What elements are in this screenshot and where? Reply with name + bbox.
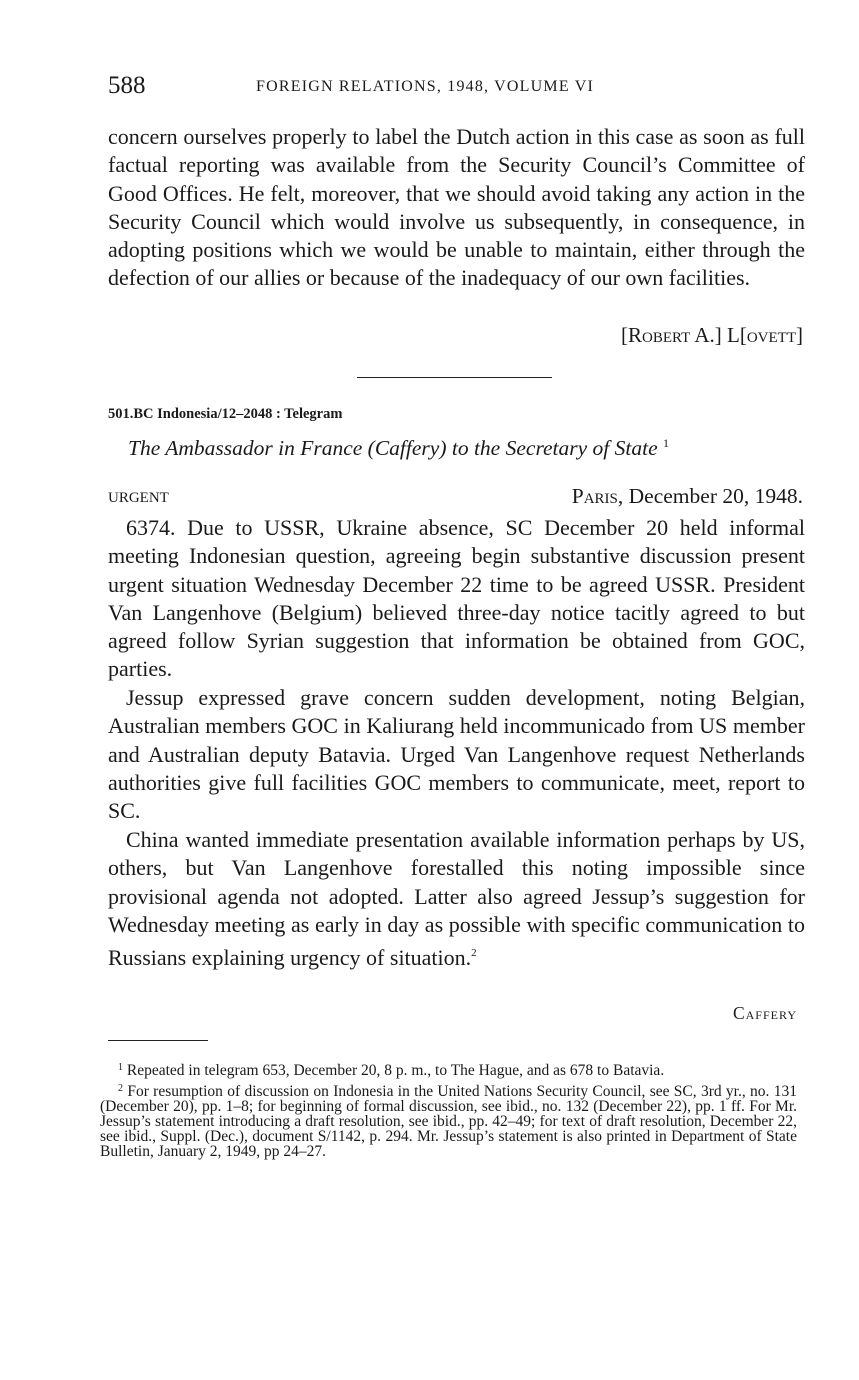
place-smallcaps: aris (583, 484, 618, 508)
telegram-paragraph-text: China wanted immediate presentation available information perhaps by US, others, but Van Langenhove forestalled this noting impossible since provisional agenda not adopted. Latter also agreed Jessup’s suggestion for Wednesday meeting as early in day as possible with specific communication to Russians explaining urgency of situation. (108, 827, 805, 971)
document-title (128, 436, 669, 461)
signature-close: ] (796, 323, 803, 347)
urgency-label: URGENT (108, 490, 169, 506)
telegram-paragraph: 6374. Due to USSR, Ukraine absence, SC December 20 held informal meeting Indonesian question, agreeing begin substantive discussion present urgent situation Wednesday December 22 time to be agreed USSR. President Van Langenhove (Belgium) believed three-day notice tacitly agreed to but agreed follow Syrian suggestion that information be obtained from GOC, parties. (108, 515, 805, 682)
opening-paragraph: concern ourselves properly to label the Dutch action in this case as soon as full factual reporting was available from the Security Council’s Committee of Good Offices. He felt, moreover, that we should avoid taking any action in the Security Council which would involve us subsequently, in consequence, in adopting positions which we would be unable to maintain, either through the defection of our allies or because of the inadequacy of our own facilities. (108, 124, 805, 291)
closing-signature: Caffery (732, 1003, 797, 1023)
signature-first-smallcaps: obert (641, 323, 691, 347)
page-header (108, 72, 808, 106)
file-reference: 501.BC Indonesia/12–2048 : Telegram (108, 406, 343, 422)
date: , December 20, 1948. (617, 484, 803, 508)
footnote-text: Repeated in telegram 653, December 20, 8 p. m., to The Hague, and as 678 to Batavia. (126, 1062, 665, 1079)
paragraph-footnote-mark: 2 (471, 947, 477, 960)
footnote-mark: 2 (118, 1083, 123, 1094)
footnote (100, 1081, 797, 1159)
signature-last-smallcaps: ovett (746, 323, 796, 347)
signature-open: [R (620, 323, 642, 347)
telegram-paragraph: Jessup expressed grave concern sudden development, noting Belgian, Australian members GOC in Kaliurang held incommunicado from US member and Australian deputy Batavia. Urged Van Langenhove request Netherlands authorities give full facilities GOC members to communicate, meet, report to SC. (108, 685, 805, 824)
lovett-signature (621, 323, 803, 348)
footnote (100, 1060, 797, 1078)
telegram-paragraph (108, 826, 805, 972)
running-head: FOREIGN RELATIONS, 1948, VOLUME VI (256, 78, 594, 95)
footnote-mark: 1 (118, 1062, 123, 1073)
dateline (572, 484, 803, 509)
document-title-text: The Ambassador in France (Caffery) to the Secretary of State (128, 436, 658, 460)
footnote-divider (108, 1040, 208, 1041)
section-divider (357, 377, 552, 378)
signature-middle: A.] L[ (690, 323, 747, 347)
footnote-text: For resumption of discussion on Indonesia in the United Nations Security Council, see SC, 3rd yr., no. 131 (December 20), pp. 1–8; for beginning of formal discussion, see ibid., no. 132 (December 22), pp. 1 ff. For Mr. Jessup’s statement introducing a draft resolution, see ibid., pp. 42–49; for text of draft resolution, December 22, see ibid., Suppl. (Dec.), document S/1142, p. 294. Mr. Jessup’s statement is also printed in Department of State Bulletin, January 2, 1949, pp 24–27. (100, 1083, 798, 1160)
title-footnote-mark: 1 (663, 436, 670, 450)
place-initial: P (571, 484, 584, 508)
footnotes (100, 1060, 797, 1162)
page-number: 588 (108, 72, 146, 99)
